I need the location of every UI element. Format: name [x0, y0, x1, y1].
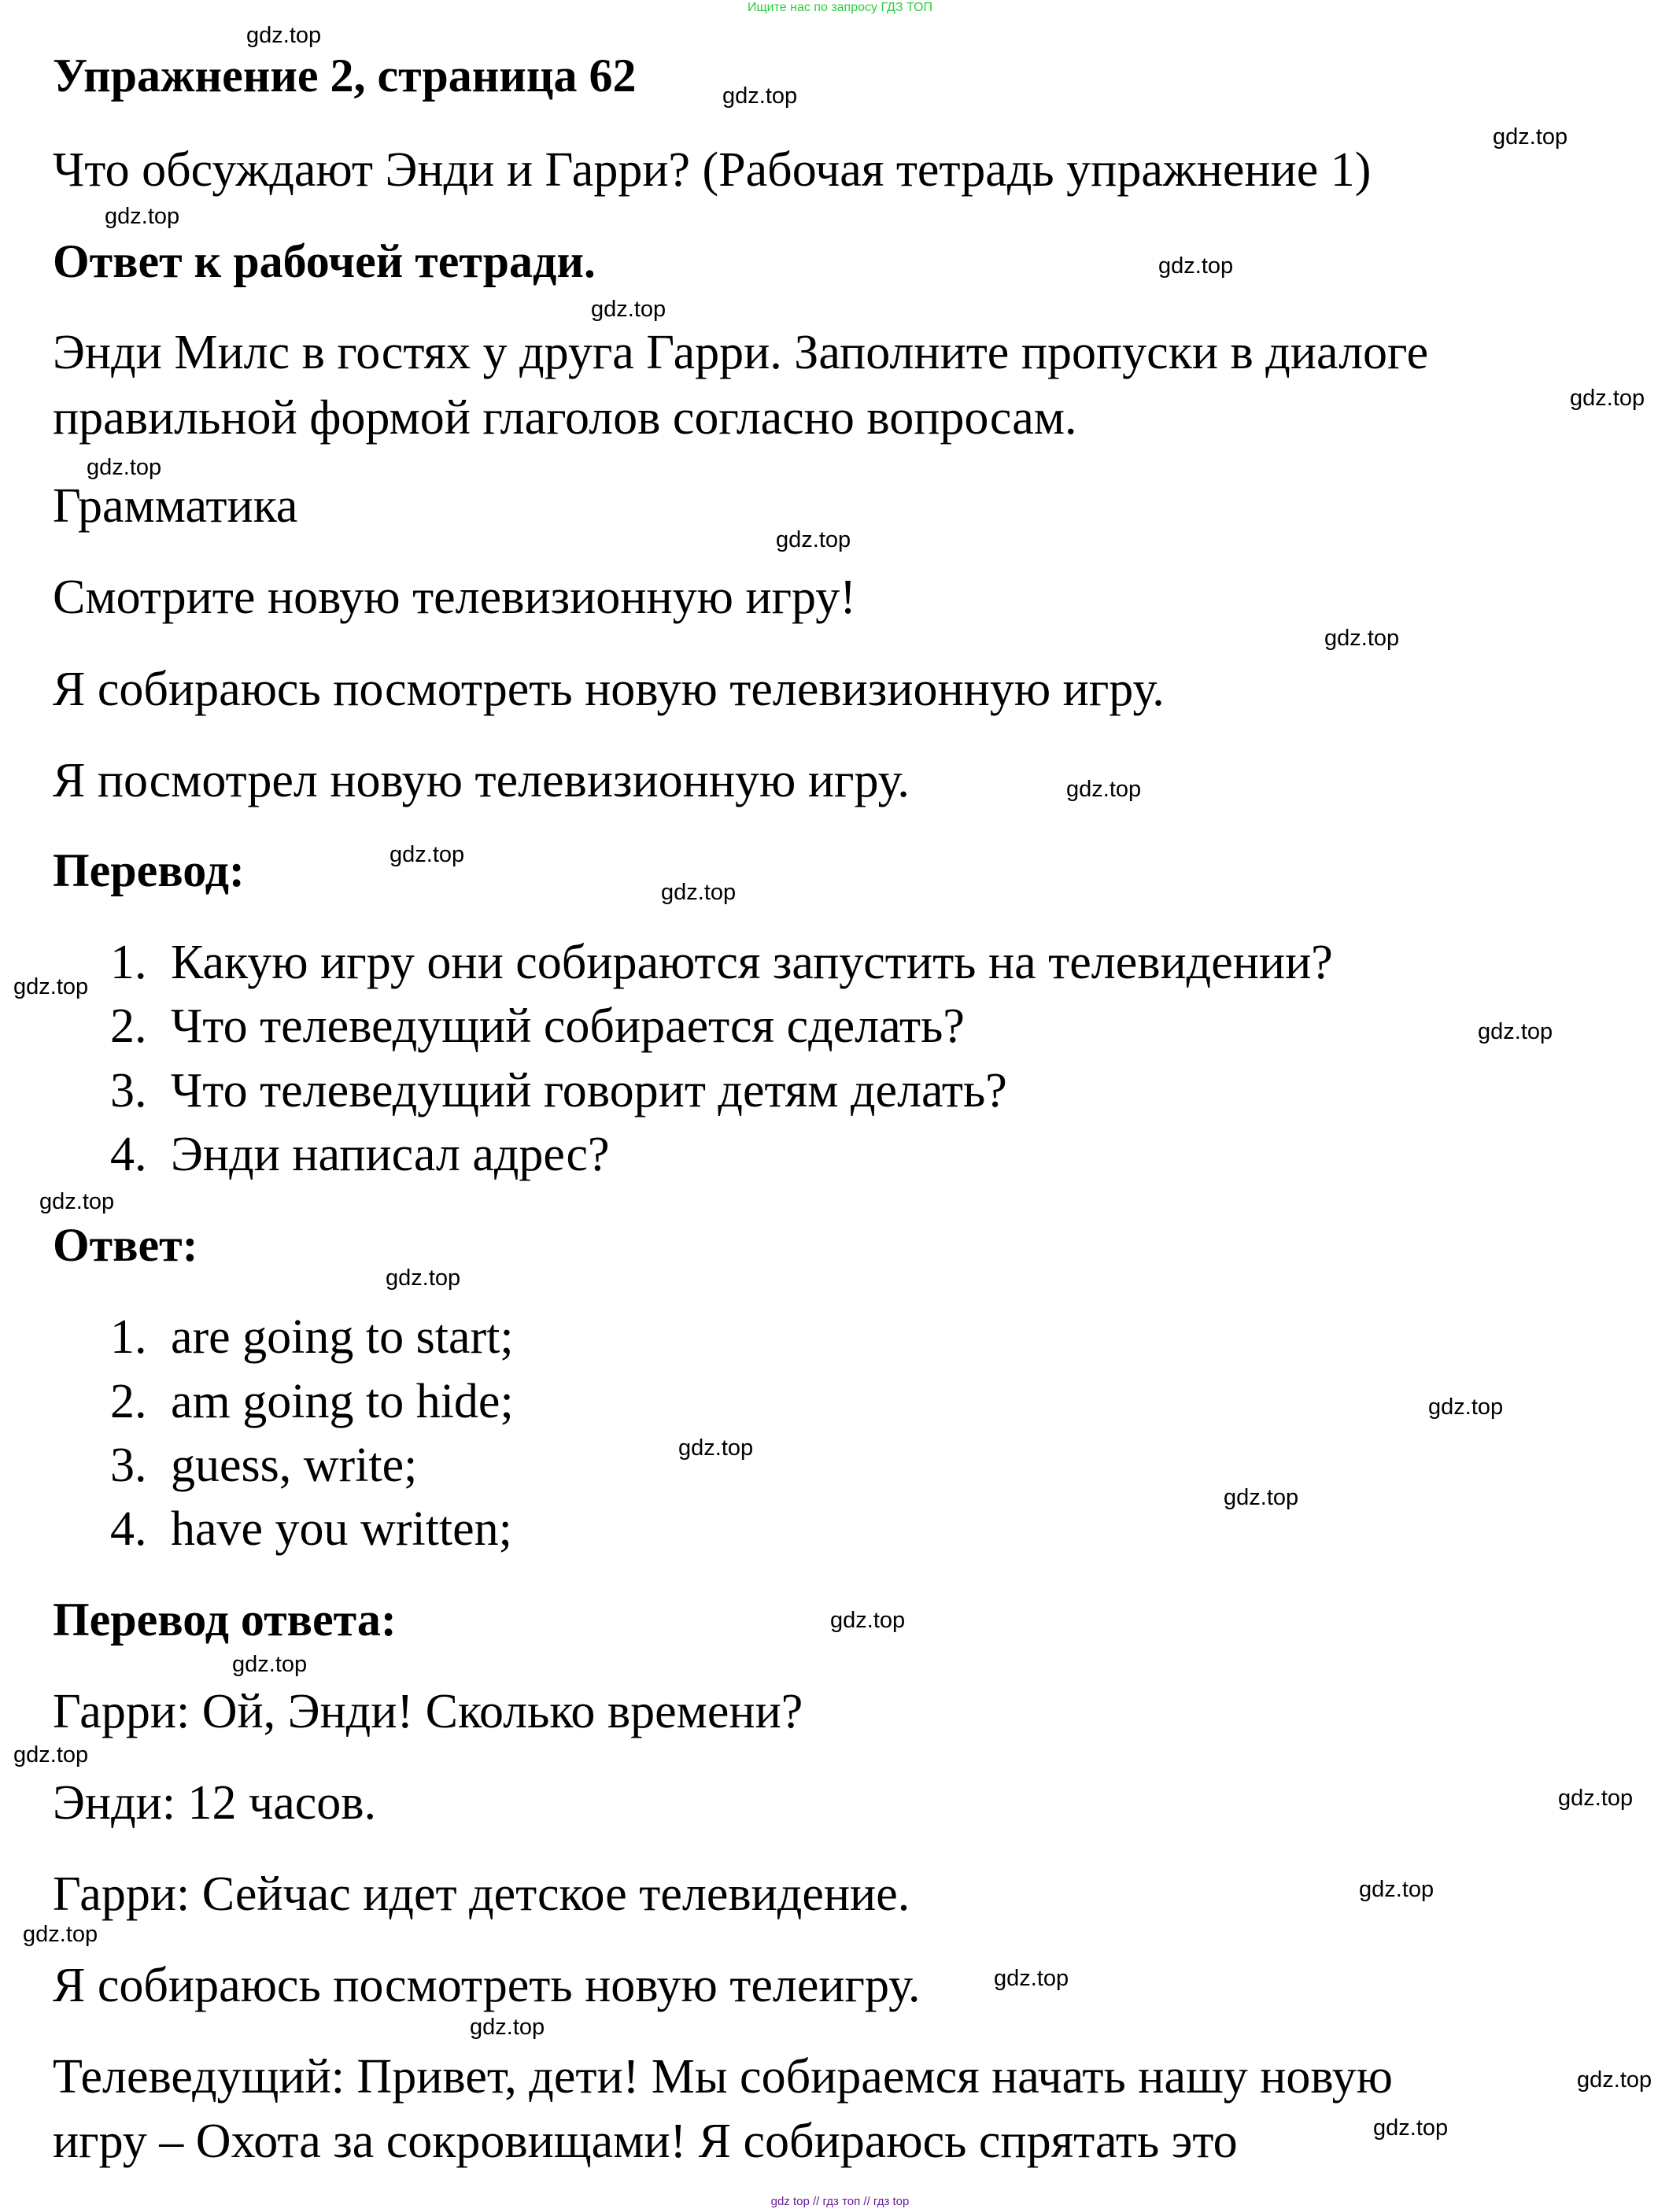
grammar-line-2: Я собираюсь посмотреть новую телевизионную игру.	[53, 663, 1165, 716]
list-item-number: 4.	[110, 1128, 147, 1181]
watermark-text: gdz.top	[246, 23, 322, 48]
list-item: guess, write;	[171, 1439, 418, 1492]
watermark-text: gdz.top	[386, 1265, 461, 1291]
list-item: are going to start;	[171, 1310, 514, 1364]
list-item-number: 1.	[110, 1310, 147, 1364]
list-item: Что телеведущий собирается сделать?	[171, 999, 965, 1053]
watermark-text: gdz.top	[1359, 1877, 1434, 1902]
dialogue-line-5: Телеведущий: Привет, дети! Мы собираемся начать нашу новую	[53, 2050, 1393, 2104]
watermark-text: gdz.top	[87, 455, 162, 480]
watermark-text: gdz.top	[470, 2015, 545, 2040]
watermark-text: gdz.top	[1373, 2115, 1449, 2141]
answer-translation-heading: Перевод ответа:	[53, 1594, 397, 1646]
top-banner: Ищите нас по запросу ГДЗ ТОП	[748, 1, 932, 14]
watermark-text: gdz.top	[1324, 626, 1400, 651]
list-item-number: 4.	[110, 1502, 147, 1556]
list-item-number: 1.	[110, 936, 147, 989]
dialogue-line-2: Энди: 12 часов.	[53, 1776, 377, 1830]
answer-heading: Ответ:	[53, 1219, 198, 1271]
watermark-text: gdz.top	[830, 1608, 906, 1633]
watermark-text: gdz.top	[1428, 1394, 1504, 1420]
list-item-number: 2.	[110, 1375, 147, 1428]
grammar-line-1: Смотрите новую телевизионную игру!	[53, 571, 856, 624]
task-line-2: правильной формой глаголов согласно вопросам.	[53, 391, 1077, 445]
list-item: am going to hide;	[171, 1375, 514, 1428]
translation-heading: Перевод:	[53, 844, 245, 896]
watermark-text: gdz.top	[232, 1652, 308, 1677]
task-line-1: Энди Милс в гостях у друга Гарри. Заполните пропуски в диалоге	[53, 326, 1429, 379]
workbook-heading: Ответ к рабочей тетради.	[53, 235, 596, 287]
watermark-text: gdz.top	[23, 1922, 98, 1947]
dialogue-line-6: игру – Охота за сокровищами! Я собираюсь спрятать это	[53, 2115, 1238, 2168]
watermark-text: gdz.top	[1478, 1019, 1553, 1044]
dialogue-line-3: Гарри: Сейчас идет детское телевидение.	[53, 1867, 910, 1921]
watermark-text: gdz.top	[1577, 2067, 1652, 2093]
dialogue-line-1: Гарри: Ой, Энди! Сколько времени?	[53, 1685, 803, 1738]
list-item: have you written;	[171, 1502, 512, 1556]
grammar-line-3: Я посмотрел новую телевизионную игру.	[53, 754, 910, 807]
watermark-text: gdz.top	[1558, 1786, 1634, 1811]
page-title: Упражнение 2, страница 62	[53, 50, 637, 102]
list-item: Что телеведущий говорит детям делать?	[171, 1064, 1007, 1117]
question-text: Что обсуждают Энди и Гарри? (Рабочая тетрадь упражнение 1)	[53, 143, 1372, 197]
list-item: Какую игру они собираются запустить на телевидении?	[171, 936, 1333, 989]
list-item: Энди написал адрес?	[171, 1128, 610, 1181]
watermark-text: gdz.top	[722, 83, 798, 109]
watermark-text: gdz.top	[1066, 777, 1142, 802]
list-item-number: 3.	[110, 1064, 147, 1117]
watermark-text: gdz.top	[13, 974, 89, 999]
dialogue-line-4: Я собираюсь посмотреть новую телеигру.	[53, 1959, 921, 2012]
watermark-text: gdz.top	[994, 1966, 1069, 1991]
watermark-text: gdz.top	[1493, 124, 1568, 150]
watermark-text: gdz.top	[1158, 253, 1234, 279]
watermark-text: gdz.top	[776, 527, 851, 552]
list-item-number: 3.	[110, 1439, 147, 1492]
watermark-text: gdz.top	[591, 297, 666, 322]
grammar-heading: Грамматика	[53, 479, 298, 533]
watermark-text: gdz.top	[39, 1189, 115, 1214]
watermark-text: gdz.top	[105, 204, 180, 229]
bottom-banner: gdz top // гдз топ // гдз top	[770, 2195, 910, 2208]
watermark-text: gdz.top	[661, 880, 737, 905]
watermark-text: gdz.top	[13, 1742, 89, 1768]
watermark-text: gdz.top	[678, 1435, 754, 1461]
watermark-text: gdz.top	[390, 842, 465, 867]
watermark-text: gdz.top	[1570, 386, 1645, 411]
watermark-text: gdz.top	[1224, 1485, 1299, 1510]
list-item-number: 2.	[110, 999, 147, 1053]
